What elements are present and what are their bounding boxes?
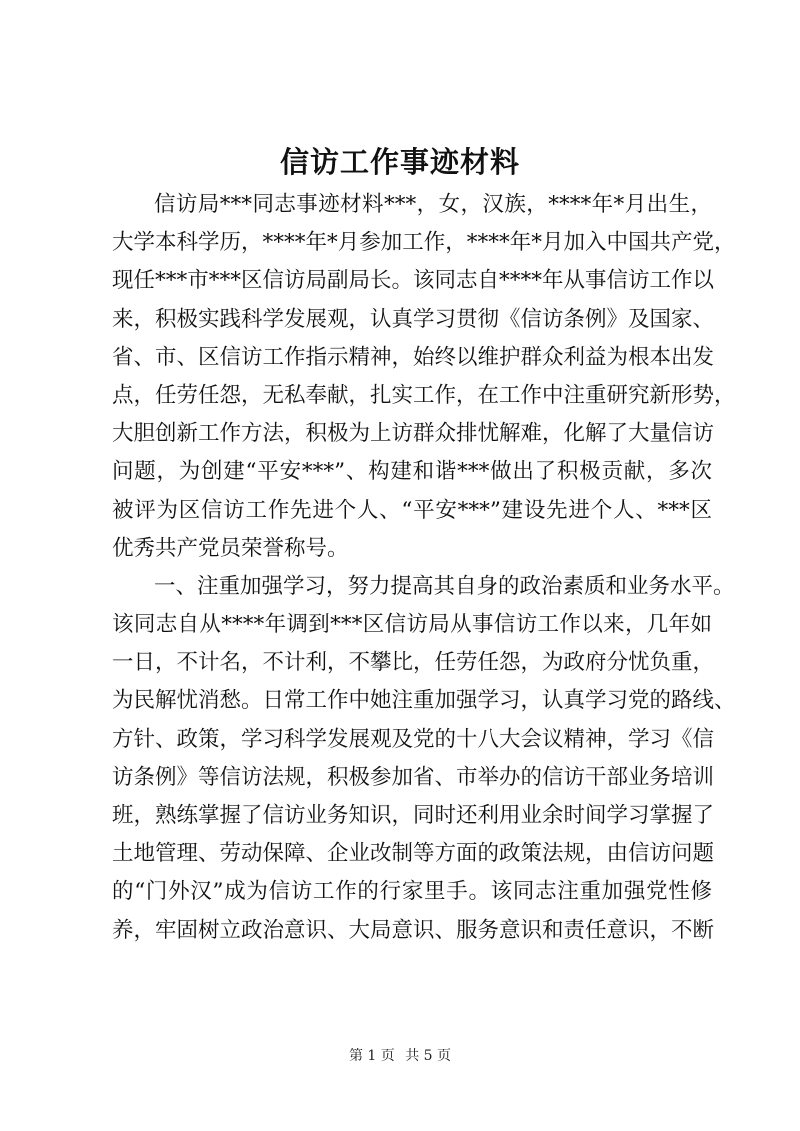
paragraph-2-line-6: 访条例》等信访法规，积极参加省、市举办的信访干部业务培训 bbox=[112, 764, 715, 790]
paragraph-2-line-2: 该同志自从****年调到***区信访局从事信访工作以来，几年如 bbox=[112, 612, 712, 638]
paragraph-2-line-4: 为民解忧消愁。日常工作中她注重加强学习，认真学习党的路线、 bbox=[112, 688, 736, 714]
paragraph-2-line-8: 土地管理、劳动保障、企业改制等方面的政策法规，由信访问题 bbox=[112, 841, 715, 867]
paragraph-2-line-3: 一日，不计名，不计利，不攀比，任劳任怨，为政府分忧负重， bbox=[112, 650, 715, 676]
paragraph-1-line-5: 省、市、区信访工作指示精神，始终以维护群众利益为根本出发 bbox=[112, 344, 715, 370]
paragraph-1-line-3: 现任***市***区信访局副局长。该同志自****年从事信访工作以 bbox=[112, 268, 715, 294]
paragraph-2-line-7: 班，熟练掌握了信访业务知识，同时还利用业余时间学习掌握了 bbox=[112, 803, 715, 828]
paragraph-1-line-1: 信访局***同志事迹材料***，女，汉族，****年*月出生， bbox=[154, 192, 712, 217]
paragraph-1-line-9: 被评为区信访工作先进个人、“平安***”建设先进个人、***区 bbox=[112, 497, 712, 523]
paragraph-1-line-7: 大胆创新工作方法，积极为上访群众排忧解难，化解了大量信访 bbox=[112, 421, 715, 447]
paragraph-2-line-10: 养，牢固树立政治意识、大局意识、服务意识和责任意识，不断 bbox=[112, 917, 715, 943]
document-title: 信访工作事迹材料 bbox=[279, 145, 520, 179]
page-number-current: 第 1 页 bbox=[348, 1048, 395, 1064]
paragraph-2-line-9: 的“门外汉”成为信访工作的行家里手。该同志注重加强党性修 bbox=[112, 879, 712, 905]
page-footer bbox=[0, 1046, 800, 1066]
paragraph-2-line-5: 方针、政策，学习科学发展观及党的十八大会议精神，学习《信 bbox=[112, 726, 715, 752]
paragraph-1-line-6: 点，任劳任怨，无私奉献，扎实工作，在工作中注重研究新形势， bbox=[112, 382, 736, 408]
paragraph-1-line-8: 问题，为创建“平安***”、构建和谐***做出了积极贡献，多次 bbox=[112, 459, 712, 485]
paragraph-1-line-4: 来，积极实践科学发展观，认真学习贯彻《信访条例》及国家、 bbox=[112, 306, 715, 332]
paragraph-1-line-10: 优秀共产党员荣誉称号。 bbox=[112, 535, 349, 561]
paragraph-2-line-1: 一、注重加强学习，努力提高其自身的政治素质和业务水平。 bbox=[154, 573, 735, 599]
paragraph-1-line-2: 大学本科学历，****年*月参加工作，****年*月加入中国共产党， bbox=[112, 230, 736, 256]
page-number-total: 共 5 页 bbox=[405, 1048, 452, 1064]
document-body bbox=[112, 186, 736, 950]
